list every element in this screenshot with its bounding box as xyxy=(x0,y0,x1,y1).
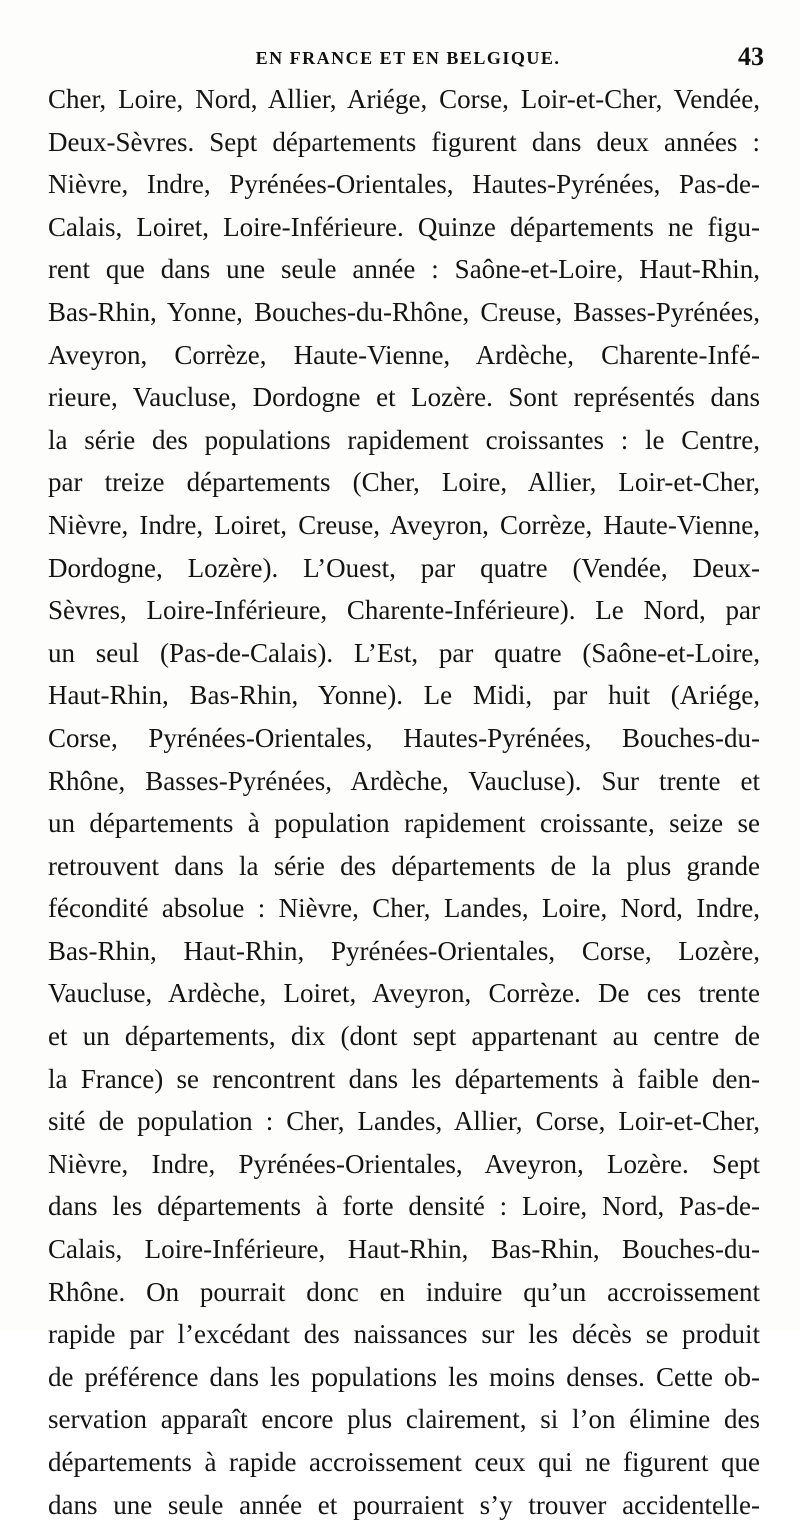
text-line: Nièvre, Indre, Pyrénées-Orientales, Hautes-Pyrénées, Pas-de- xyxy=(48,169,760,200)
page-number: 43 xyxy=(738,42,764,71)
page-header xyxy=(48,42,768,76)
text-line: retrouvent dans la série des départements de la plus grande xyxy=(48,850,760,881)
text-line: Dordogne, Lozère). L’Ouest, par quatre (Vendée, Deux- xyxy=(48,552,760,583)
text-line: par treize départements (Cher, Loire, Allier, Loir-et-Cher, xyxy=(48,467,760,498)
text-line: un seul (Pas-de-Calais). L’Est, par quatre (Saône-et-Loire, xyxy=(48,637,760,668)
text-line: rapide par l’excédant des naissances sur les décès se produit xyxy=(48,1319,760,1350)
body-text xyxy=(48,78,760,1526)
text-line: Bas-Rhin, Yonne, Bouches-du-Rhône, Creuse, Basses-Pyrénées, xyxy=(48,296,760,327)
running-head: EN FRANCE ET EN BELGIQUE. xyxy=(255,48,561,68)
text-line: Bas-Rhin, Haut-Rhin, Pyrénées-Orientales, Corse, Lozère, xyxy=(48,935,760,966)
text-line: sité de population : Cher, Landes, Allier, Corse, Loir-et-Cher, xyxy=(48,1106,760,1137)
text-line: Corse, Pyrénées-Orientales, Hautes-Pyrénées, Bouches-du- xyxy=(48,722,760,753)
text-line: dans une seule année et pourraient s’y trouver accidentelle- xyxy=(48,1489,760,1520)
text-line: un départements à population rapidement croissante, seize se xyxy=(48,808,760,839)
text-line: rent que dans une seule année : Saône-et-Loire, Haut-Rhin, xyxy=(48,254,760,285)
text-line: Haut-Rhin, Bas-Rhin, Yonne). Le Midi, par huit (Ariége, xyxy=(48,680,760,711)
text-line: Calais, Loiret, Loire-Inférieure. Quinze départements ne figu- xyxy=(48,211,760,242)
text-line: de préférence dans les populations les moins denses. Cette ob- xyxy=(48,1361,760,1392)
text-line: Rhône, Basses-Pyrénées, Ardèche, Vaucluse). Sur trente et xyxy=(48,765,760,796)
text-line: la série des populations rapidement croissantes : le Centre, xyxy=(48,424,760,455)
text-line: Sèvres, Loire-Inférieure, Charente-Inférieure). Le Nord, par xyxy=(48,595,760,626)
text-line: Vaucluse, Ardèche, Loiret, Aveyron, Corrèze. De ces trente xyxy=(48,978,760,1009)
text-line: fécondité absolue : Nièvre, Cher, Landes, Loire, Nord, Indre, xyxy=(48,893,760,924)
text-line: dans les départements à forte densité : Loire, Nord, Pas-de- xyxy=(48,1191,760,1222)
text-line: la France) se rencontrent dans les départements à faible den- xyxy=(48,1063,760,1094)
text-line: Cher, Loire, Nord, Allier, Ariége, Corse, Loir-et-Cher, Vendée, xyxy=(48,84,760,114)
text-line: Rhône. On pourrait donc en induire qu’un accroissement xyxy=(48,1276,760,1307)
text-line: rieure, Vaucluse, Dordogne et Lozère. Sont représentés dans xyxy=(48,382,760,413)
text-line: départements à rapide accroissement ceux qui ne figurent que xyxy=(48,1447,760,1477)
text-line: Nièvre, Indre, Pyrénées-Orientales, Aveyron, Lozère. Sept xyxy=(48,1148,760,1179)
text-line: Nièvre, Indre, Loiret, Creuse, Aveyron, Corrèze, Haute-Vienne, xyxy=(48,509,760,540)
text-line: Deux-Sèvres. Sept départements figurent dans deux années : xyxy=(48,126,760,157)
text-line: servation apparaît encore plus clairement, si l’on élimine des xyxy=(48,1404,760,1435)
text-line: Aveyron, Corrèze, Haute-Vienne, Ardèche, Charente-Infé- xyxy=(48,339,760,370)
text-line: Calais, Loire-Inférieure, Haut-Rhin, Bas-Rhin, Bouches-du- xyxy=(48,1234,760,1265)
text-line: et un départements, dix (dont sept appartenant au centre de xyxy=(48,1021,760,1052)
